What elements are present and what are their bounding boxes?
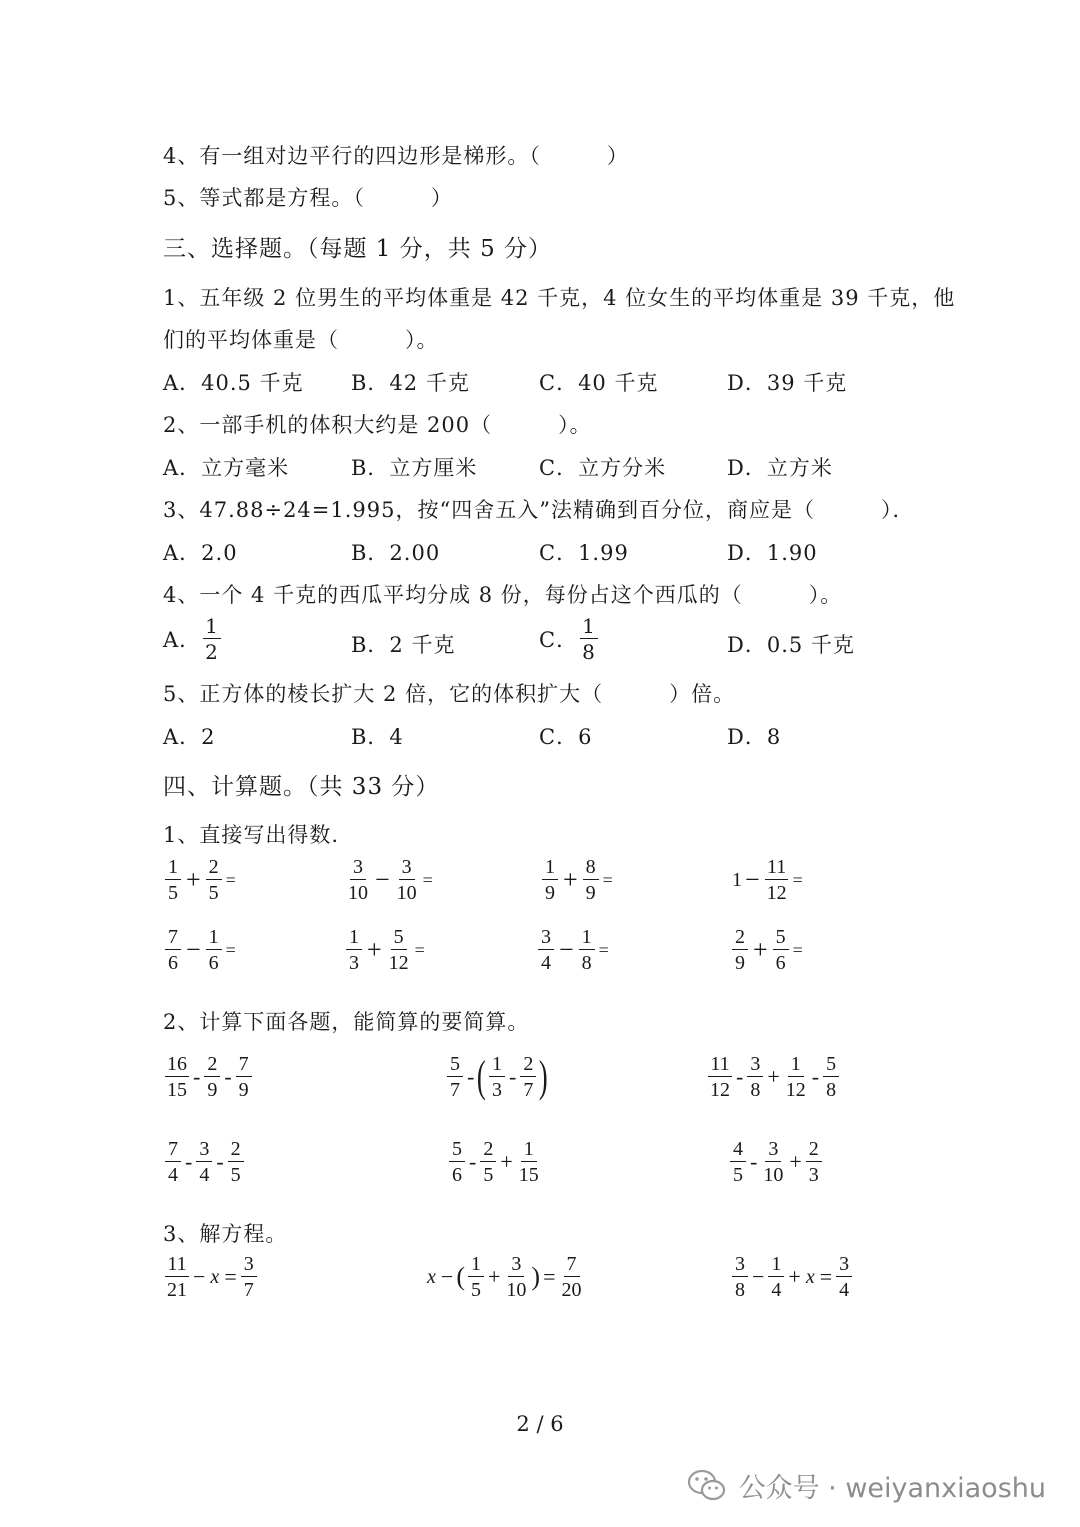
tf-question-5: 5、等式都是方程。（ ） [163, 186, 453, 210]
option-d: D．0.5 千克 [727, 633, 855, 657]
option-c: C．6 [539, 725, 593, 749]
part1-title: 1、直接写出得数. [163, 823, 340, 847]
direct-calc-8: $\frac{2}{9}$ + $\frac{5}{6}$ = [730, 927, 803, 973]
page-number: 2 / 6 [516, 1412, 564, 1436]
option-b: B．立方厘米 [351, 456, 478, 480]
direct-calc-7: $\frac{3}{4}$ − $\frac{1}{8}$ = [536, 927, 609, 973]
watermark [687, 1466, 1046, 1505]
equation-1: $\frac{11}{21}$ − x = $\frac{3}{7}$ [163, 1254, 259, 1300]
option-d: D．1.90 [727, 541, 818, 565]
calc-6: $\frac{4}{5}$ - $\frac{3}{10}$ + $\frac{2}{3}$ [728, 1139, 824, 1185]
option-d: D．立方米 [727, 456, 833, 480]
option-a: A．40.5 千克 [163, 371, 304, 395]
choice-q3: 3、47.88÷24=1.995，按“四舍五入”法精确到百分位，商应是（ ）． [163, 498, 915, 522]
direct-calc-4: 1 − $\frac{11}{12}$ = [732, 856, 803, 904]
option-c: C． $\frac{1}{8}$ [539, 614, 596, 664]
choice-q1-line2: 们的平均体重是（ ）。 [163, 328, 439, 352]
option-c: C．1.99 [539, 541, 629, 565]
option-c: C．立方分米 [539, 456, 667, 480]
calc-2: $\frac{5}{7}$ - ( $\frac{1}{3}$ - $\frac{2}{7}$ ) [445, 1054, 549, 1100]
wechat-icon [687, 1469, 727, 1503]
option-a: A．2.0 [163, 541, 238, 565]
choice-q1-line1: 1、五年级 2 位男生的平均体重是 42 千克，4 位女生的平均体重是 39 千克，他 [163, 286, 956, 310]
calc-1: $\frac{16}{15}$ - $\frac{2}{9}$ - $\frac{7}{9}$ [163, 1054, 254, 1100]
option-a: A．立方毫米 [163, 456, 290, 480]
direct-calc-5: $\frac{7}{6}$ − $\frac{1}{6}$ = [163, 927, 236, 973]
calc-5: $\frac{5}{6}$ - $\frac{2}{5}$ + $\frac{1}{15}$ [447, 1139, 543, 1185]
choice-q5: 5、正方体的棱长扩大 2 倍，它的体积扩大（ ）倍。 [163, 682, 736, 706]
equation-3: $\frac{3}{8}$ − $\frac{1}{4}$ + x = $\frac{3}{4}$ [730, 1254, 854, 1300]
direct-calc-3: $\frac{1}{9}$ + $\frac{8}{9}$ = [540, 857, 613, 903]
choice-q4: 4、一个 4 千克的西瓜平均分成 8 份，每份占这个西瓜的（ ）。 [163, 583, 843, 607]
option-b: B．42 千克 [351, 371, 470, 395]
option-b: B．4 [351, 725, 404, 749]
calc-3: $\frac{11}{12}$ - $\frac{3}{8}$ + $\frac{1}{12}$ - $\frac{5}{8}$ [706, 1054, 841, 1100]
direct-calc-1: $\frac{1}{5}$ + $\frac{2}{5}$ = [163, 857, 236, 903]
option-c: C．40 千克 [539, 371, 659, 395]
watermark-text: 公众号 · weiyanxiaoshu [738, 1473, 1046, 1504]
section3-title: 三、选择题。（每题 1 分，共 5 分） [163, 236, 553, 262]
direct-calc-6: $\frac{1}{3}$ + $\frac{5}{12}$ = [344, 927, 425, 973]
tf-question-4: 4、有一组对边平行的四边形是梯形。（ ） [163, 144, 629, 168]
option-d: D．8 [727, 725, 782, 749]
part2-title: 2、计算下面各题，能简算的要简算。 [163, 1010, 530, 1034]
part3-title: 3、解方程。 [163, 1222, 288, 1246]
choice-q2: 2、一部手机的体积大约是 200（ ）。 [163, 413, 592, 437]
option-b: B．2 千克 [351, 633, 456, 657]
option-d: D．39 千克 [727, 371, 848, 395]
direct-calc-2: $\frac{3}{10}$ − $\frac{3}{10}$ = [348, 856, 433, 904]
option-b: B．2.00 [351, 541, 441, 565]
calc-4: $\frac{7}{4}$ - $\frac{3}{4}$ - $\frac{2}{5}$ [163, 1139, 246, 1185]
equation-2: x − ( $\frac{1}{5}$ + $\frac{3}{10}$ ) = $\frac{7}{20}$ [427, 1253, 582, 1301]
option-a: A． $\frac{1}{2}$ [163, 614, 219, 664]
section4-title: 四、计算题。（共 33 分） [163, 774, 440, 800]
option-a: A．2 [163, 725, 216, 749]
